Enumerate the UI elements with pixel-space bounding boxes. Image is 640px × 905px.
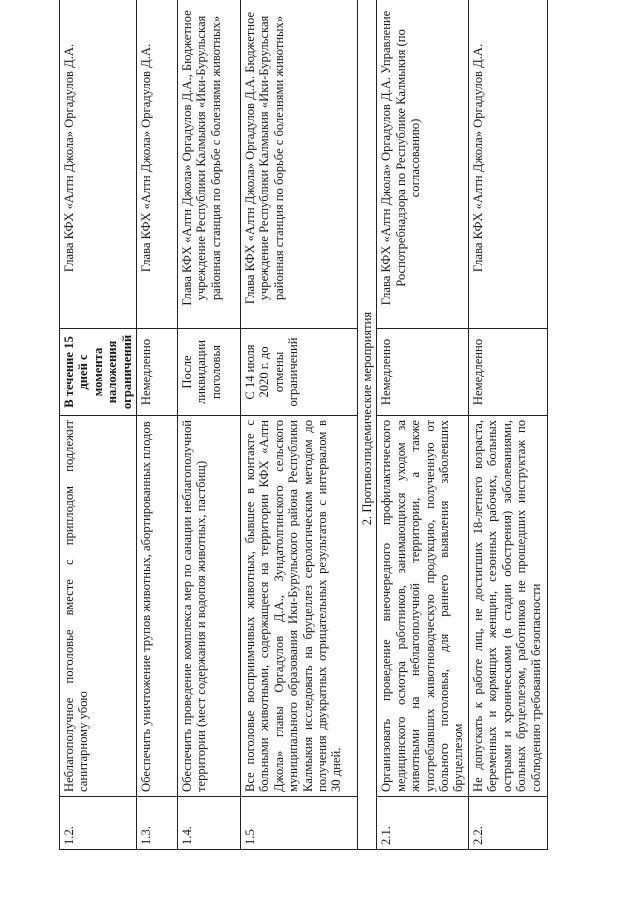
action-cell: Не допускать к работе лиц, не достигших 18-летнего возраста, беременных и кормящих женщин, сезонных рабочих, больных острыми и хроническими (в стадии обострения) заболеваниями, больных бруцеллезом, работников не прошедших инструктаж по соблюдению требований безопасности	[468, 416, 547, 797]
table-row	[468, 0, 547, 850]
term-cell: Немедленно	[137, 329, 178, 416]
row-number: 1.5	[241, 797, 358, 850]
row-number: 2.1.	[377, 797, 468, 850]
row-number: 1.2.	[60, 797, 137, 850]
action-cell: Организовать проведение внеочередного профилактического медицинского осмотра работников, занимающихся уходом за животными на неблагополучной территории, а также употреблявших животноводческую продукцию, полученную от больного поголовья, для раннего выявления заболевших бруцеллезом	[377, 416, 468, 797]
term-cell: С 14 июля 2020 г. до отмены ограничений	[241, 329, 358, 416]
action-cell: Обеспечить уничтожение трупов животных, абортированных плодов	[137, 416, 178, 797]
term-cell: После ликвидации поголовья	[178, 329, 241, 416]
responsible-cell: Глава КФХ «Алтн Джола» Оргадулов Д.А.	[137, 0, 178, 329]
responsible-cell: Глава КФХ «Алтн Джола» Оргадулов Д.А. Управление Роспотребнадзора по Республике Калмыкия (по согласованию)	[377, 0, 468, 329]
action-cell: Все поголовье восприимчивых животных, бывшее в контакте с больными животными, содержащееся на территории КФХ «Алтн Джола» главы Оргадулов Д.А., Зундатолгинского сельского муниципального образования Ики-Бурульского района Республики Калмыкия исследовать на бруцеллез серологическим методом до получения двукратных отрицательных результатов с интервалом в 30 дней.	[241, 416, 358, 797]
table-row	[60, 0, 137, 850]
responsible-cell: Глава КФХ «Алтн Джола» Оргадулов Д.А. Бюджетное учреждение Республики Калмыкия «Ики-Бурульская районная станция по борьбе с болезнями животных»	[241, 0, 358, 329]
row-number: 2.2.	[468, 797, 547, 850]
action-cell: Неблагополучное поголовье вместе с приплодом подлежит санитарному убою	[60, 416, 137, 797]
action-cell: Обеспечить проведение комплекса мер по санации неблагополучной территории (мест содержания и водопоя животных, пастбищ)	[178, 416, 241, 797]
responsible-cell: Глава КФХ «Алтн Джола» Оргадулов Д.А.	[60, 0, 137, 329]
table-row	[178, 0, 241, 850]
responsible-cell: Глава КФХ «Алтн Джола» Оргадулов Д.А., Бюджетное учреждение Республики Калмыкия «Ики-Бурульская районная станция по борьбе с болезнями животных»	[178, 0, 241, 329]
responsible-cell: Глава КФХ «Алтн Джола» Оргадулов Д.А.	[468, 0, 547, 329]
term-cell: Немедленно	[468, 329, 547, 416]
table-row	[377, 0, 468, 850]
table-row	[241, 0, 358, 850]
row-number: 1.4.	[178, 797, 241, 850]
term-cell: Немедленно	[377, 329, 468, 416]
section-title: 2. Противоэпидемические мероприятия	[358, 0, 377, 850]
row-number: 1.3.	[137, 797, 178, 850]
term-cell: В течение 15 дней с момента наложения ограничений	[60, 329, 137, 416]
section-header-row	[358, 0, 377, 850]
table-row	[137, 0, 178, 850]
rotated-page	[59, 10, 626, 850]
action-plan-table	[59, 0, 548, 850]
